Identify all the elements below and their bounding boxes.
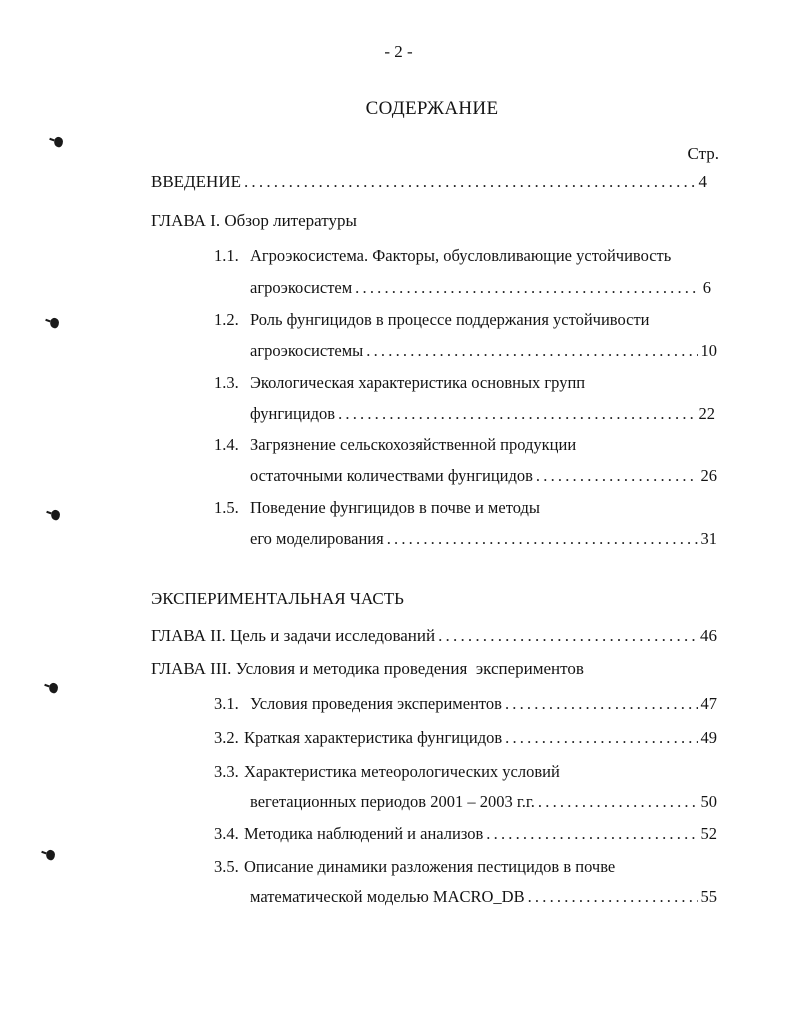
toc-entry-number: 3.4. (214, 824, 239, 843)
toc-chapter-3[interactable]: ГЛАВА III. Условия и методика проведения экспериментов (151, 659, 584, 678)
toc-entry-1-3-cont[interactable] (250, 404, 715, 426)
toc-entry-3-2[interactable] (214, 728, 717, 750)
toc-entry-1-3[interactable] (214, 373, 585, 395)
toc-part-experimental[interactable]: ЭКСПЕРИМЕНТАЛЬНАЯ ЧАСТЬ (151, 589, 404, 608)
toc-entry-introduction[interactable] (151, 172, 707, 194)
toc-entry-3-1[interactable] (214, 694, 717, 716)
toc-entry-3-5-cont[interactable] (250, 887, 717, 909)
margin-mark (50, 509, 62, 521)
page-title: СОДЕРЖАНИЕ (365, 98, 499, 119)
toc-entry-label-cont: агроэкосистемы (250, 341, 364, 360)
margin-mark (48, 682, 60, 694)
leader-dots (355, 278, 700, 298)
toc-entry-3-4[interactable] (214, 824, 717, 846)
toc-entry-number: 3.3. (214, 762, 239, 781)
toc-entry-number: 1.2. (214, 310, 239, 329)
leader-dots (438, 626, 697, 646)
leader-dots (366, 341, 697, 361)
toc-entry-page: 10 (700, 341, 717, 360)
toc-entry-1-4-cont[interactable] (250, 466, 717, 488)
toc-entry-label: Агроэкосистема. Факторы, обусловливающие устойчивость (250, 246, 672, 265)
toc-entry-number: 1.5. (214, 498, 239, 517)
toc-entry-page: 47 (700, 694, 717, 713)
toc-entry-label-cont: агроэкосистем (250, 278, 353, 297)
leader-dots (538, 792, 698, 812)
toc-entry-label: Описание динамики разложения пестицидов в почве (244, 857, 616, 876)
toc-entry-number: 1.1. (214, 246, 239, 265)
toc-entry-label: Поведение фунгицидов в почве и методы (250, 498, 540, 517)
toc-entry-page: 49 (700, 728, 717, 747)
toc-entry-3-3[interactable] (214, 762, 560, 784)
toc-entry-label-cont: вегетационных периодов 2001 – 2003 г.г. (250, 792, 535, 811)
toc-entry-label-cont: остаточными количествами фунгицидов (250, 466, 533, 485)
toc-entry-page: 4 (698, 172, 707, 191)
toc-entry-number: 1.3. (214, 373, 239, 392)
leader-dots (536, 466, 698, 486)
toc-entry-number: 3.2. (214, 728, 239, 747)
toc-entry-number: 3.5. (214, 857, 239, 876)
toc-entry-3-3-cont[interactable] (250, 792, 717, 814)
leader-dots (244, 172, 696, 192)
page-number: - 2 - (384, 42, 413, 61)
toc-entry-page: 6 (702, 278, 711, 297)
toc-entry-label: Загрязнение сельскохозяйственной продукции (250, 435, 577, 454)
toc-entry-3-5[interactable] (214, 857, 615, 879)
toc-entry-page: 50 (700, 792, 717, 811)
toc-entry-1-1-cont[interactable] (250, 278, 711, 300)
toc-entry-number: 3.1. (214, 694, 239, 713)
toc-entry-label-cont: его моделирования (250, 529, 384, 548)
leader-dots (505, 728, 697, 748)
toc-entry-label: ГЛАВА II. Цель и задачи исследований (151, 626, 436, 645)
toc-entry-page: 26 (700, 466, 717, 485)
toc-entry-label-cont: математической моделью MACRO_DB (250, 887, 525, 906)
toc-entry-page: 46 (700, 626, 717, 645)
margin-mark (45, 849, 57, 861)
toc-entry-1-5-cont[interactable] (250, 529, 717, 551)
leader-dots (486, 824, 697, 844)
toc-entry-1-5[interactable] (214, 498, 540, 520)
toc-entry-page: 52 (700, 824, 717, 843)
toc-entry-label: Краткая характеристика фунгицидов (244, 728, 503, 747)
toc-chapter-1[interactable]: ГЛАВА I. Обзор литературы (151, 211, 357, 230)
toc-entry-1-2-cont[interactable] (250, 341, 717, 363)
toc-entry-label: Методика наблюдений и анализов (244, 824, 484, 843)
toc-chapter-2[interactable] (151, 626, 717, 648)
toc-entry-page: 31 (700, 529, 717, 548)
toc-entry-page: 22 (698, 404, 715, 423)
leader-dots (528, 887, 698, 907)
toc-entry-1-2[interactable] (214, 310, 650, 332)
toc-entry-page: 55 (700, 887, 717, 906)
toc-entry-label: Условия проведения экспериментов (250, 694, 502, 713)
toc-entry-1-4[interactable] (214, 435, 576, 457)
leader-dots (338, 404, 695, 424)
margin-mark (53, 136, 65, 148)
toc-entry-1-1[interactable] (214, 246, 671, 268)
leader-dots (387, 529, 698, 549)
leader-dots (505, 694, 698, 714)
margin-mark (49, 317, 61, 329)
toc-entry-label: ВВЕДЕНИЕ (151, 172, 241, 191)
toc-entry-label: Экологическая характеристика основных групп (250, 373, 586, 392)
toc-entry-label: Характеристика метеорологических условий (244, 762, 560, 781)
toc-entry-label: Роль фунгицидов в процессе поддержания устойчивости (250, 310, 650, 329)
toc-entry-label-cont: фунгицидов (250, 404, 336, 423)
page-column-label: Стр. (687, 144, 719, 163)
toc-entry-number: 1.4. (214, 435, 239, 454)
